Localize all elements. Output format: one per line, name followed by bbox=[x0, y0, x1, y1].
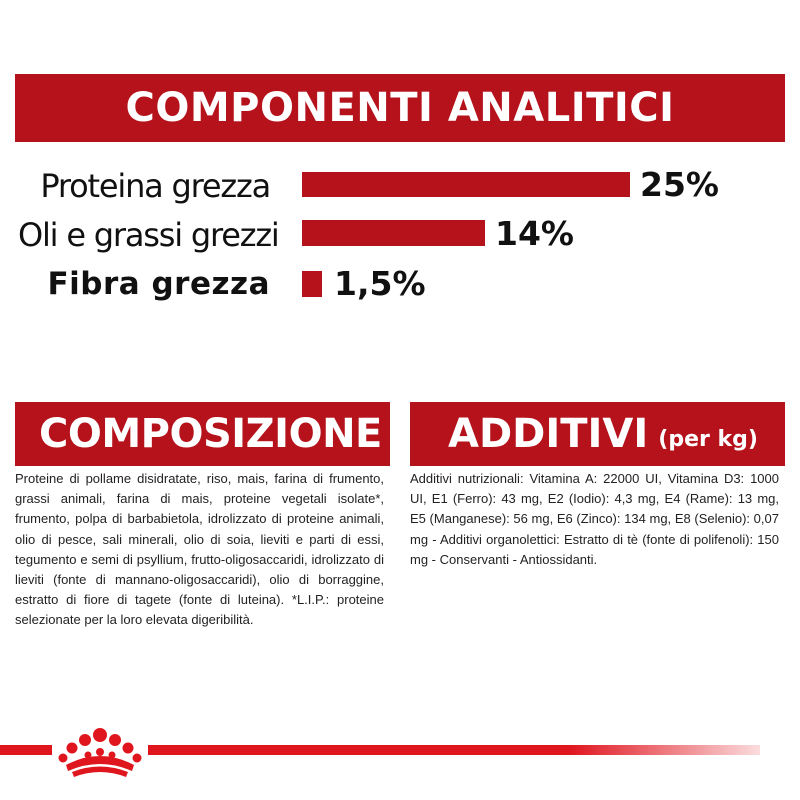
fiber-bar bbox=[302, 271, 322, 297]
fiber-value: 1,5% bbox=[334, 264, 426, 303]
analytic-components-banner bbox=[15, 74, 785, 142]
additives-unit: (per kg) bbox=[658, 426, 758, 452]
composition-text: Proteine di pollame disidratate, riso, mais, farina di frumento, grassi animali, farina di mais, proteine vegetali isolate*, frumento, polpa di barbabietola, idrolizzato di proteine animali, olio di pesce, sali minerali, olio di soia, lieviti e parti di essi, tegumento e semi di psyllium, frutto-oligosaccaridi, idrolizzato di lieviti (fonte di mannano-oligosaccaridi), olio di borraggine, estratto di fiore di tagete (fonte di luteina). *L.I.P.: proteine selezionate per la loro elevata digeribilità. bbox=[15, 471, 384, 628]
fat-label: Oli e grassi grezzi bbox=[18, 216, 279, 254]
fat-bar bbox=[302, 220, 485, 246]
composition-title: COMPOSIZIONE bbox=[39, 411, 382, 457]
additives-title: ADDITIVI bbox=[448, 411, 649, 457]
additives-text: Additivi nutrizionali: Vitamina A: 22000 UI, Vitamina D3: 1000 UI, E1 (Ferro): 43 mg, E2 (Iodio): 4,3 mg, E4 (Rame): 13 mg, E5 (Manganese): 56 mg, E6 (Zinco): 134 mg, E8 (Selenio): 0,07 mg - Additivi organolettici: Estratto di tè (fonte di polifenoli): 150 mg - Conservanti - Antiossidanti. bbox=[410, 471, 779, 567]
protein-label: Proteina grezza bbox=[40, 167, 270, 205]
fiber-label: Fibra grezza bbox=[47, 266, 270, 302]
additives-banner bbox=[410, 402, 785, 466]
protein-bar bbox=[302, 172, 630, 197]
fat-value: 14% bbox=[495, 214, 574, 253]
analytic-components-title: COMPONENTI ANALITICI bbox=[125, 85, 675, 131]
protein-value: 25% bbox=[640, 165, 719, 204]
composition-banner bbox=[15, 402, 390, 466]
crown-icon bbox=[52, 725, 148, 781]
